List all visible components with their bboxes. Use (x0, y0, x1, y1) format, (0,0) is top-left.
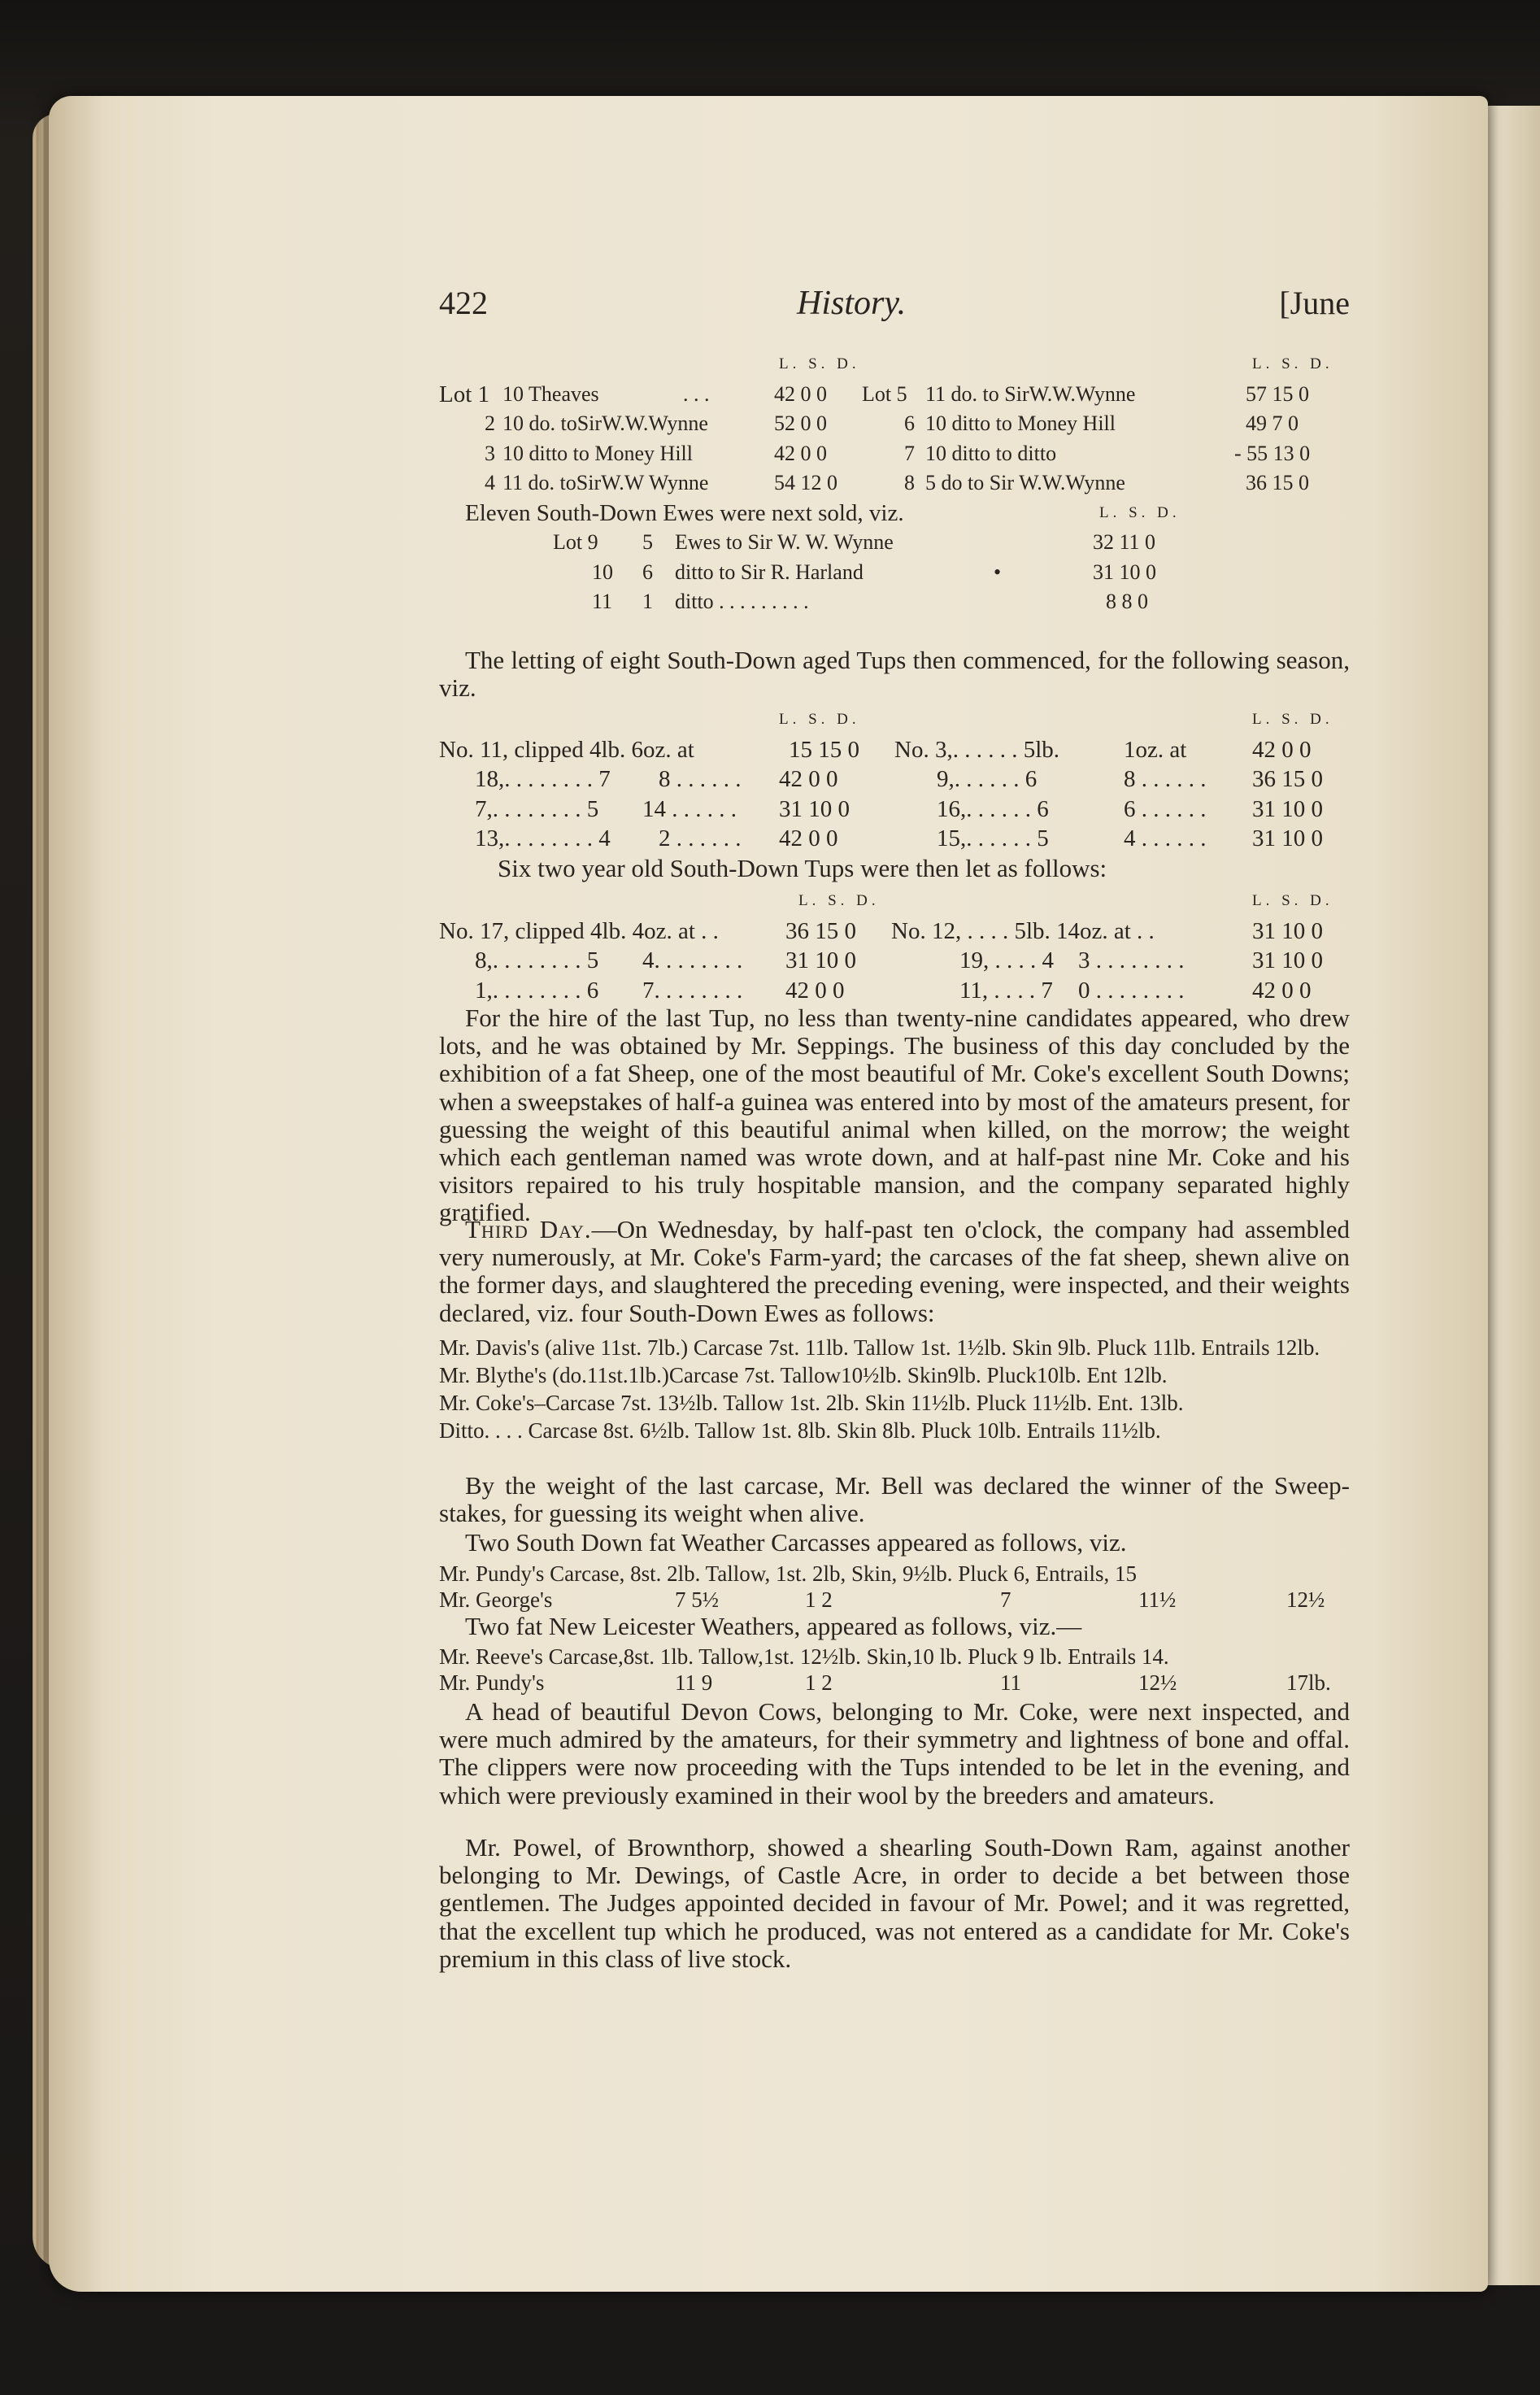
tup-price: 42 0 0 (785, 977, 845, 1004)
carcase-entry: Mr. Pundy's Carcase, 8st. 2lb. Tallow, 1st. 2lb, Skin, 9½lb. Pluck 6, Entrails, 15 (439, 1561, 1137, 1586)
lsd-header-right: L. S. D. (1252, 892, 1333, 909)
carcase-entry: Mr. Davis's (alive 11st. 7lb.) Carcase 7st. 11lb. Tallow 1st. 1½lb. Skin 9lb. Pluck 11lb. Entrails 12lb. (439, 1335, 1320, 1360)
lot-label: 7 (904, 441, 915, 465)
tup-spec: 6 . . . . . . (1124, 795, 1207, 822)
tup-price: 31 10 0 (1252, 795, 1323, 822)
table-row (439, 764, 1350, 795)
carcase-value: 7 (1000, 1587, 1011, 1612)
lot-price: 49 7 0 (1246, 412, 1299, 435)
lot-label: Lot 5 (862, 381, 907, 406)
tup-spec: 19, . . . . 4 (959, 947, 1054, 973)
tup-price: 31 10 0 (1252, 917, 1323, 944)
paragraph-powel: Mr. Powel, of Brownthorp, showed a shearling South-Down Ram, against another belonging to Mr. Dewings, of Castle Acre, in order to decide a bet between those gentlemen. The Judges appointed decided in favour of Mr. Powel; and it was regretted, that the excellent tup which he produced, was not entered as a candidate for Mr. Coke's premium in this class of live stock. (439, 1833, 1350, 1973)
lsd-header-left: L. S. D. (779, 355, 860, 372)
lot-label: 6 (904, 412, 915, 435)
paragraph-devon: A head of beautiful Devon Cows, belonging to Mr. Coke, were next inspected, and were much admired by the amateurs, for their symmetry and lightness of bone and offal. The clippers were now proceeding with the Tups intended to be let in the evening, and which were previously examined in their wool by the breeders and amateurs. (439, 1697, 1350, 1809)
lot-price: 57 15 0 (1246, 381, 1309, 406)
tup-spec: 8,. . . . . . . . 5 (475, 947, 599, 973)
eleven-ewes-row (439, 499, 1350, 529)
ewe-lot: 11 (592, 590, 613, 613)
ewe-description: Ewes to Sir W. W. Wynne (675, 530, 894, 554)
ewe-price: 32 11 0 (1093, 530, 1156, 554)
carcase-value: 1 2 (805, 1587, 833, 1612)
tup-price: 36 15 0 (785, 917, 856, 944)
carcase-value: 1 2 (805, 1670, 833, 1695)
running-month: [June (1279, 285, 1350, 321)
ewe-row (439, 558, 1350, 588)
table-row (439, 409, 1350, 439)
table-row (439, 1642, 1350, 1668)
tup-price: 31 10 0 (779, 795, 850, 822)
tup-spec: 3 . . . . . . . . (1078, 947, 1185, 973)
table-row (439, 795, 1350, 825)
lsd-header-left: L. S. D. (779, 711, 860, 728)
table-row (439, 824, 1350, 854)
tup-spec: 7,. . . . . . . . 5 (475, 795, 599, 822)
ewe-carcase-list (439, 1334, 1350, 1444)
lot-price: 42 0 0 (774, 381, 827, 406)
carcase-value: 7 5½ (675, 1587, 719, 1612)
page-number: 422 (439, 285, 488, 321)
lot-description: 10 Theaves (502, 381, 599, 406)
tup-spec: 9,. . . . . . 6 (937, 766, 1038, 792)
lsd-header: L. S. D. (1099, 503, 1181, 521)
lsd-header-row (439, 350, 1350, 380)
tup-price: 31 10 0 (785, 947, 856, 973)
lot-price: 42 0 0 (774, 441, 827, 465)
ewe-count: 1 (642, 590, 653, 613)
table-row (439, 976, 1350, 1006)
ewe-count: 5 (642, 530, 653, 554)
table-row (439, 380, 1350, 410)
lot-description: 10 ditto to ditto (925, 441, 1057, 465)
tup-spec: 4. . . . . . . . (642, 947, 743, 973)
tup-spec: 0 . . . . . . . . (1078, 977, 1185, 1004)
table-row (439, 468, 1350, 499)
carcase-value: 11½ (1138, 1587, 1177, 1612)
table-row (439, 946, 1350, 976)
carcase-entry: Mr. Coke's–Carcase 7st. 13½lb. Tallow 1st. 2lb. Skin 11½lb. Pluck 11½lb. Ent. 13lb. (439, 1391, 1184, 1415)
tup-spec: 2 . . . . . . (659, 825, 742, 851)
tup-spec: 4 . . . . . . (1124, 825, 1207, 851)
ewe-description: ditto to Sir R. Harland (675, 560, 864, 584)
lot-description: 10 ditto to Money Hill (502, 441, 693, 465)
tup-spec: 15,. . . . . . 5 (937, 825, 1049, 851)
tup-spec: 1,. . . . . . . . 6 (475, 977, 599, 1004)
eleven-ewes-text: Eleven South-Down Ewes were next sold, viz. (465, 499, 904, 526)
paragraph-hire: For the hire of the last Tup, no less than twenty-nine candidates appeared, who drew lots, and he was obtained by Mr. Seppings. The business of this day concluded by the exhibition of a fat Sheep, one of the most beautiful of Mr. Coke's excellent South Downs; when a sweepstakes of half-a guinea was entered into by most of the amateurs present, for guessing the weight of this beautiful animal when killed, on the morrow; the weight which each gentleman named was wrote down, and at half-past nine Mr. Coke and his visitors repaired to his truly hospitable mansion, and the company separated highly gratified. (439, 1004, 1350, 1227)
lsd-header-row (439, 705, 1350, 735)
tup-price: 42 0 0 (779, 825, 838, 851)
lot-dots: . . . (683, 381, 710, 406)
ewe-price: 8 8 0 (1106, 590, 1148, 613)
ewe-row (439, 587, 1350, 617)
lot-price: 36 15 0 (1246, 471, 1309, 494)
ewe-bullet: • (994, 560, 1002, 584)
paragraph-third-day (439, 1216, 1350, 1327)
tup-spec: No. 11, clipped 4lb. 6oz. at (439, 736, 694, 763)
tup-price: 31 10 0 (1252, 825, 1323, 851)
lot-description: 11 do. toSirW.W Wynne (502, 471, 709, 494)
tup-spec: 16,. . . . . . 6 (937, 795, 1049, 822)
tup-spec: 7. . . . . . . . (642, 977, 743, 1004)
ewe-count: 6 (642, 560, 653, 584)
running-title: History. (797, 285, 907, 322)
tup-price: 15 15 0 (789, 736, 859, 763)
table-row (439, 735, 1350, 765)
tup-spec: 11, . . . . 7 (959, 977, 1053, 1004)
tup-spec: 8 . . . . . . (659, 766, 742, 792)
lot-price: 52 0 0 (774, 412, 827, 435)
tup-spec: No. 3,. . . . . . 5lb. (894, 736, 1059, 763)
carcase-value: 12½ (1138, 1670, 1177, 1695)
third-day-label: Third Day. (465, 1215, 592, 1243)
carcase-entry: Mr. Blythe's (do.11st.1lb.)Carcase 7st. Tallow10½lb. Skin9lb. Pluck10lb. Ent 12lb. (439, 1363, 1168, 1387)
tup-spec: No. 17, clipped 4lb. 4oz. at . . (439, 917, 719, 944)
tups-intro: The letting of eight South-Down aged Tups then commenced, for the following season, viz. (439, 646, 1350, 702)
tup-spec: 8 . . . . . . (1124, 766, 1207, 792)
lot-description: 10 do. toSirW.W.Wynne (502, 412, 708, 435)
lot-description: 5 do to Sir W.W.Wynne (925, 471, 1125, 494)
leicester-line: Two fat New Leicester Weathers, appeared as follows, viz.— (465, 1612, 1082, 1640)
table-row (439, 917, 1350, 947)
tup-price: 42 0 0 (1252, 977, 1312, 1004)
lot-label: Lot 1 (439, 381, 490, 407)
lot-label: 3 (485, 441, 495, 465)
carcase-name: Mr. George's (439, 1587, 553, 1612)
table-row (439, 1585, 1350, 1611)
carcase-value: 17lb. (1286, 1670, 1331, 1695)
tups-table-2 (439, 886, 1350, 1005)
lot-description: 10 ditto to Money Hill (925, 412, 1116, 435)
paragraph-bell: By the weight of the last carcase, Mr. Bell was declared the winner of the Sweep-stakes, for guessing its weight when alive. (439, 1471, 1350, 1527)
tup-price: 31 10 0 (1252, 947, 1323, 973)
tup-spec: 18,. . . . . . . . 7 (475, 766, 611, 792)
ewe-price: 31 10 0 (1093, 560, 1156, 584)
two-south-line: Two South Down fat Weather Carcasses appeared as follows, viz. (465, 1528, 1127, 1557)
third-day-text: —On Wednesday, by half-past ten o'clock, the company had assembled very numerously, at Mr. Coke's Farm-yard; the carcases of the fat sheep, shewn alive on the former days, and slaughtered the preceding evening, were inspected, and their weights declared, viz. four South-Down Ewes as follows: (439, 1215, 1350, 1327)
table-row (439, 1559, 1350, 1585)
ewe-lot: 10 (592, 560, 613, 584)
tup-spec: 1oz. at (1124, 736, 1187, 763)
ewe-row (439, 528, 1350, 558)
lot-price: 54 12 0 (774, 471, 837, 494)
lsd-header-left: L. S. D. (798, 892, 880, 909)
tup-spec: 14 . . . . . . (642, 795, 737, 822)
carcase-value: 11 (1000, 1670, 1021, 1695)
tup-price: 42 0 0 (779, 766, 838, 792)
lots-table (439, 350, 1350, 617)
lsd-header-right: L. S. D. (1252, 355, 1333, 372)
lot-label: 8 (904, 471, 915, 494)
lsd-header-row (439, 886, 1350, 917)
lot-label: 2 (485, 412, 495, 435)
carcase-entry: Ditto. . . . Carcase 8st. 6½lb. Tallow 1st. 8lb. Skin 8lb. Pluck 10lb. Entrails 11½lb. (439, 1418, 1161, 1443)
lot-label: 4 (485, 471, 495, 494)
lot-description: 11 do. to SirW.W.Wynne (925, 381, 1136, 406)
six-tups-line: Six two year old South-Down Tups were then let as follows: (498, 854, 1107, 882)
carcase-entry: Mr. Reeve's Carcase,8st. 1lb. Tallow,1st. 12½lb. Skin,10 lb. Pluck 9 lb. Entrails 14. (439, 1644, 1169, 1669)
carcase-value: 11 9 (675, 1670, 713, 1695)
ewe-lot: Lot 9 (553, 530, 598, 554)
leicester-carcase-table (439, 1642, 1350, 1694)
running-header (439, 285, 1350, 337)
lsd-header-right: L. S. D. (1252, 711, 1333, 728)
tup-price: 36 15 0 (1252, 766, 1323, 792)
tups-table-1 (439, 705, 1350, 854)
weather-carcase-table (439, 1559, 1350, 1611)
ewe-description: ditto . . . . . . . . . (675, 590, 809, 613)
tup-spec: No. 12, . . . . 5lb. 14oz. at . . (891, 917, 1155, 944)
lot-price: - 55 13 0 (1234, 441, 1311, 465)
carcase-value: 12½ (1286, 1587, 1325, 1612)
table-row (439, 439, 1350, 469)
tup-spec: 13,. . . . . . . . 4 (475, 825, 611, 851)
tup-price: 42 0 0 (1252, 736, 1312, 763)
table-row (439, 1668, 1350, 1694)
carcase-name: Mr. Pundy's (439, 1670, 545, 1695)
